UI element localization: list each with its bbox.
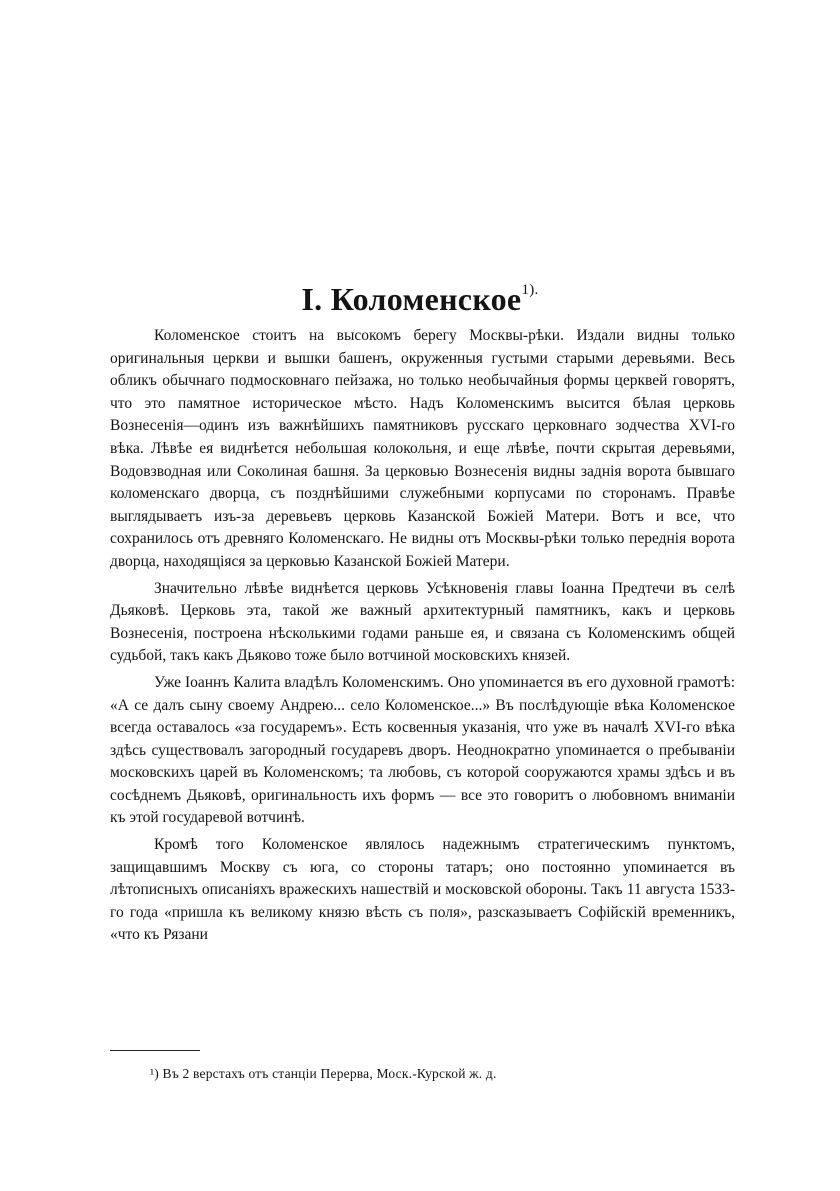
footnote-marker: 1). — [521, 282, 539, 298]
body-text — [110, 325, 735, 951]
footnote: ¹) Въ 2 верстахъ отъ станціи Перерва, Моск.-Курской ж. д. — [150, 1066, 497, 1081]
chapter-title — [0, 281, 840, 318]
paragraph: Коломенское стоитъ на высокомъ берегу Москвы-рѣки. Издали видны только оригинальныя церкви и вышки башенъ, окруженныя густыми старыми деревьями. Весь обликъ обычнаго подмосковнаго пейзажа, но только необычайныя формы церквей говорятъ, что это памятное историческое мѣсто. Надъ Коломенскимъ высится бѣлая церковь Вознесенія—одинъ изъ важнѣйшихъ памятниковъ русскаго церковнаго зодчества XVI-го вѣка. Лѣвѣе ея виднѣется небольшая колокольня, и еще лѣвѣе, почти скрытая деревьями, Водовзводная или Соколиная башня. За церковью Вознесенія видны заднія ворота бывшаго коломенскаго дворца, съ позднѣйшими служебными корпусами по сторонамъ. Правѣе выглядываетъ изъ-за деревьевъ церковь Казанской Божіей Матери. Вотъ и все, что сохранилось отъ древняго Коломенскаго. Не видны отъ Москвы-рѣки только переднія ворота дворца, находящіяся за церковью Казанской Божіей Матери. — [110, 327, 735, 570]
paragraph: Уже Іоаннъ Калита владѣлъ Коломенскимъ. Оно упоминается въ его духовной грамотѣ: «А се далъ сыну своему Андрею... село Коломенское...» Въ послѣдующіе вѣка Коломенское всегда оставалось «за государемъ». Есть косвенныя указанія, что уже въ началѣ XVI-го вѣка здѣсь существовалъ загородный государевъ дворъ. Неоднократно упоминается о пребываніи московскихъ царей въ Коломенскомъ; та любовь, съ которой сооружаются храмы здѣсь и въ сосѣднемъ Дьяковѣ, оригинальность ихъ формъ — все это говоритъ о любовномъ вниманіи къ этой государевой вотчинѣ. — [110, 673, 735, 827]
paragraph: Значительно лѣвѣе виднѣется церковь Усѣкновенія главы Іоанна Предтечи въ селѣ Дьяковѣ. Церковь эта, такой же важный архитектурный памятникъ, какъ и церковь Вознесенія, построена нѣсколькими годами раньше ея, и связана съ Коломенскимъ общей судьбой, такъ какъ Дьяково тоже было вотчиной московскихъ князей. — [110, 579, 735, 665]
paragraph: Кромѣ того Коломенское являлось надежнымъ стратегическимъ пунктомъ, защищавшимъ Москву съ юга, со стороны татаръ; оно постоянно упоминается въ лѣтописныхъ описаніяхъ вражескихъ нашествій и московской обороны. Такъ 11 августа 1533-го года «пришла къ великому князю вѣсть съ поля», разсказываетъ Софійскій временникъ, «что къ Рязани — [110, 836, 735, 944]
chapter-title-text: I. Коломенское — [301, 281, 522, 317]
footnote-rule — [110, 1050, 200, 1051]
